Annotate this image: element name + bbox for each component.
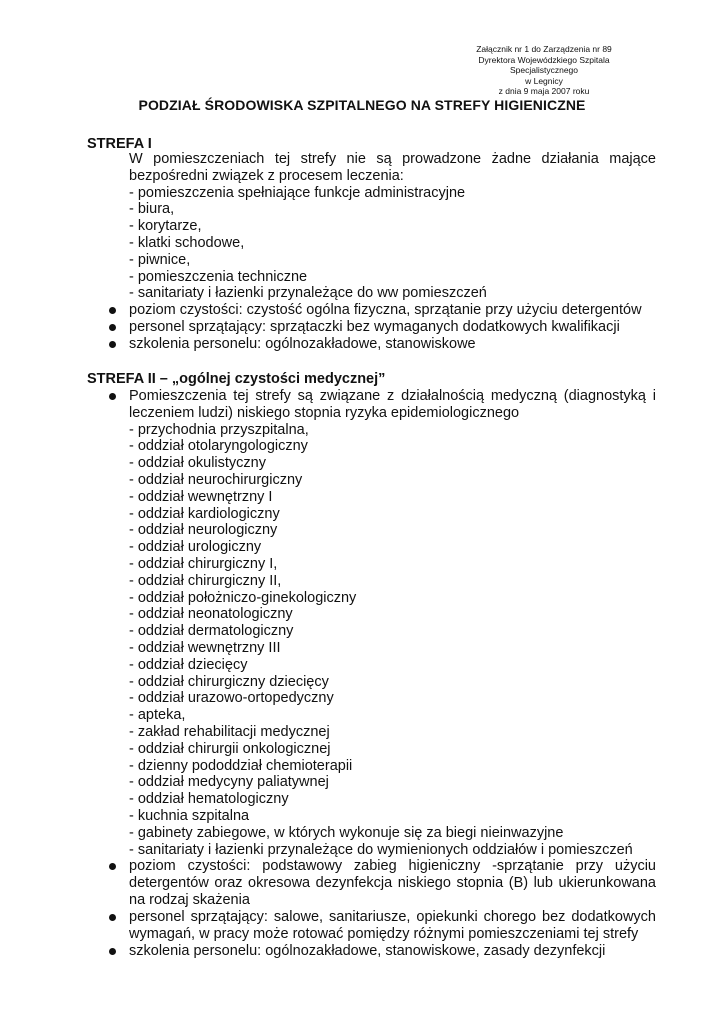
strefa-2-bullet	[129, 858, 656, 908]
bullet-icon	[109, 307, 116, 314]
bullet-text: poziom czystości: czystość ogólna fizyczna, sprzątanie przy użyciu detergentów	[129, 302, 642, 318]
list-item: - oddział otolaryngologiczny	[129, 438, 308, 455]
list-item: - dzienny pododdział chemioterapii	[129, 757, 353, 774]
list-item: - oddział urologiczny	[129, 539, 262, 556]
header-line: Załącznik nr 1 do Zarządzenia nr 89	[476, 44, 612, 54]
list-item: - oddział wewnętrzny III	[129, 639, 281, 656]
list-item: - biura,	[129, 201, 175, 218]
bullet-icon	[109, 863, 116, 870]
list-item: - oddział urazowo-ortopedyczny	[129, 690, 334, 707]
bullet-icon	[109, 948, 116, 955]
strefa-1-bullet	[129, 302, 656, 319]
list-item: - oddział dermatologiczny	[129, 623, 294, 640]
header-line: Dyrektora Wojewódzkiego Szpitala Specjalistycznego	[478, 54, 610, 75]
intro-line: bezpośredni związek z procesem leczenia:	[129, 167, 404, 184]
list-item: - oddział medycyny paliatywnej	[129, 774, 329, 791]
list-item: - oddział chirurgiczny II,	[129, 572, 282, 589]
section-heading-strefa-2: STREFA II – „ogólnej czystości medycznej”	[87, 371, 386, 387]
bullet-text: detergentów oraz okresowa dezynfekcja niskiego stopnia (B) lub ukierunkowana	[129, 874, 656, 891]
bullet-text: na rodzaj skażenia	[129, 891, 250, 908]
list-item: - sanitariaty i łazienki przynależące do wymienionych oddziałów i pomieszczeń	[129, 841, 633, 858]
list-item: - gabinety zabiegowe, w których wykonuje się za biegi nieinwazyjne	[129, 824, 564, 841]
list-item: - oddział położniczo-ginekologiczny	[129, 589, 357, 606]
intro-line: W pomieszczeniach tej strefy nie są prowadzone żadne działania mające	[129, 151, 656, 167]
list-item: - oddział chirurgiczny I,	[129, 555, 278, 572]
bullet-icon	[109, 324, 116, 331]
bullet-text: wymagań, w pracy może rotować pomiędzy różnymi pomieszczeniami tej strefy	[129, 925, 639, 942]
bullet-text: personel sprzątający: sprzątaczki bez wymaganych dodatkowych kwalifikacji	[129, 319, 620, 335]
list-item: - pomieszczenia techniczne	[129, 268, 308, 285]
header-line: w Legnicy	[525, 75, 563, 86]
list-item: - oddział wewnętrzny I	[129, 488, 273, 505]
list-item: - sanitariaty i łazienki przynależące do ww pomieszczeń	[129, 285, 487, 302]
document-header	[444, 44, 644, 97]
list-item: - apteka,	[129, 707, 186, 724]
strefa-1-bullet	[129, 336, 656, 353]
strefa-1-intro	[129, 151, 656, 302]
intro-line: leczeniem ludzi) niskiego stopnia ryzyka epidemiologicznego	[129, 404, 520, 421]
bullet-text: personel sprzątający: salowe, sanitariusze, opiekunki chorego bez dodatkowych	[129, 909, 656, 925]
list-item: - kuchnia szpitalna	[129, 807, 250, 824]
bullet-icon	[109, 914, 116, 921]
list-item: - oddział neurologiczny	[129, 522, 278, 539]
list-item: - oddział kardiologiczny	[129, 505, 280, 522]
list-item: - pomieszczenia spełniające funkcje administracyjne	[129, 184, 466, 201]
bullet-text: szkolenia personelu: ogólnozakładowe, stanowiskowe	[129, 336, 476, 352]
list-item: - oddział okulistyczny	[129, 455, 266, 472]
bullet-icon	[109, 341, 116, 348]
intro-line: Pomieszczenia tej strefy są związane z działalnością medyczną (diagnostyką i	[129, 388, 656, 404]
list-item: - przychodnia przyszpitalna,	[129, 421, 309, 438]
bullet-text: poziom czystości: podstawowy zabieg higieniczny -sprzątanie przy użyciu	[129, 858, 656, 874]
list-item: - oddział dziecięcy	[129, 656, 248, 673]
list-item: - oddział hematologiczny	[129, 791, 289, 808]
document-title: PODZIAŁ ŚRODOWISKA SZPITALNEGO NA STREFY HIGIENICZNE	[138, 97, 586, 113]
strefa-2-bullet	[129, 943, 656, 960]
list-item: - oddział chirurgii onkologicznej	[129, 740, 331, 757]
strefa-2-main-bullet	[129, 388, 656, 858]
list-item: - oddział neurochirurgiczny	[129, 471, 303, 488]
header-line: z dnia 9 maja 2007 roku	[498, 86, 590, 96]
list-item: - zakład rehabilitacji medycznej	[129, 723, 330, 740]
list-item: - korytarze,	[129, 218, 202, 235]
list-item: - piwnice,	[129, 251, 191, 268]
section-heading-strefa-1: STREFA I	[87, 136, 152, 152]
strefa-2-bullet	[129, 909, 656, 943]
strefa-1-bullet	[129, 319, 656, 336]
list-item: - oddział chirurgiczny dziecięcy	[129, 673, 329, 690]
list-item: - klatki schodowe,	[129, 234, 245, 251]
list-item: - oddział neonatologiczny	[129, 606, 293, 623]
bullet-text: szkolenia personelu: ogólnozakładowe, stanowiskowe, zasady dezynfekcji	[129, 943, 606, 959]
bullet-icon	[109, 393, 116, 400]
